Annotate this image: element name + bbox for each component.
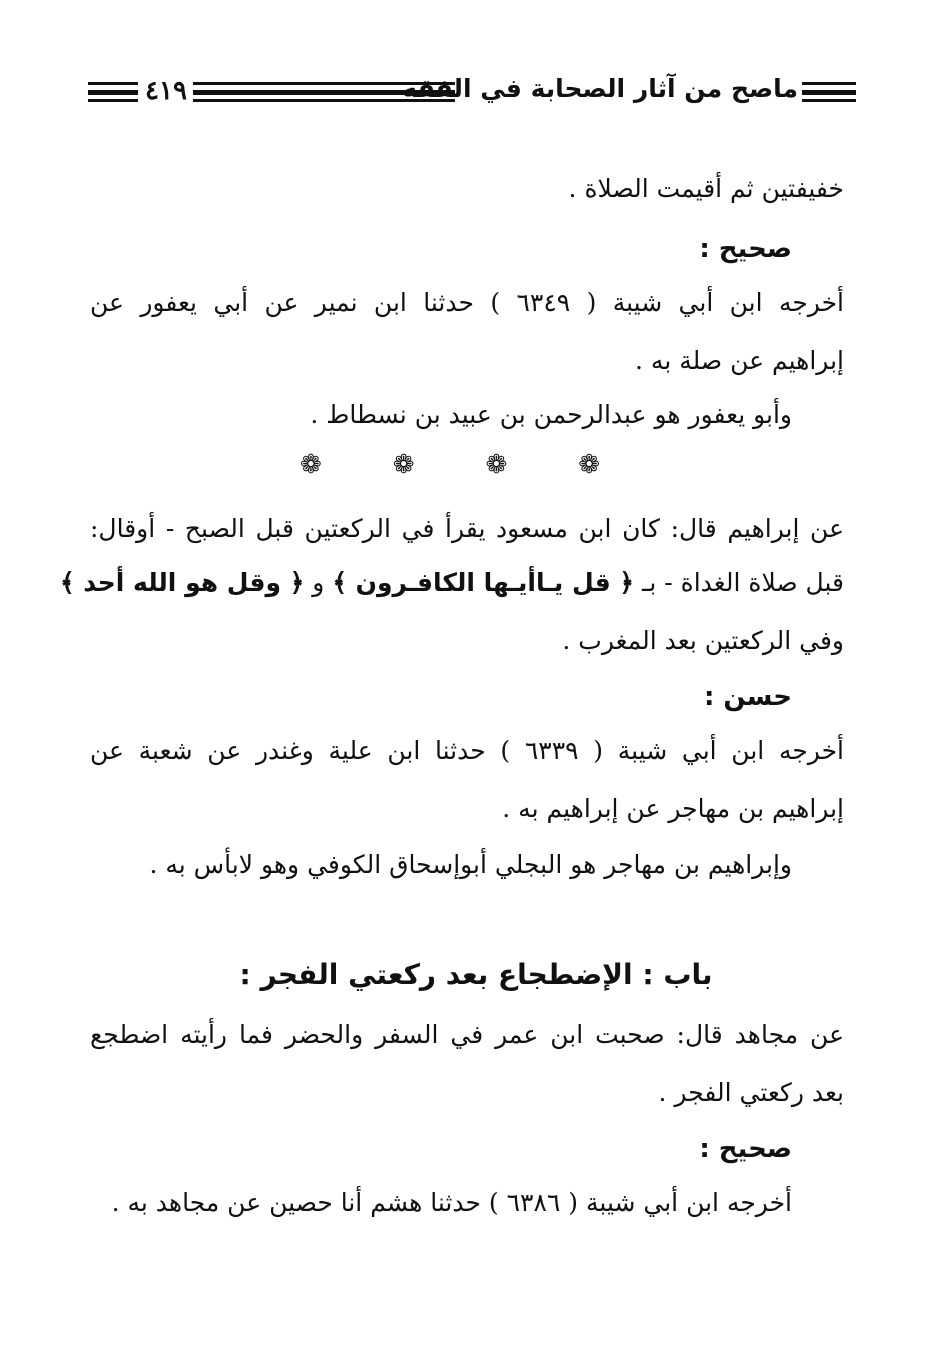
section-separator (300, 450, 600, 480)
page-header (88, 70, 856, 114)
text-line: أخرجه ابن أبي شيبة ( ٦٣٨٦ ) حدثنا هشم أنا حصين عن مجاهد به . (111, 1188, 792, 1217)
running-title: ماصح من آثار الصحابة في الفقه (402, 74, 798, 103)
text-line: أخرجه ابن أبي شيبة ( ٦٣٤٩ ) حدثنا ابن نمير عن أبي يعفور عن (90, 288, 845, 317)
grade-label: صحيح : (699, 1134, 792, 1164)
text-line: إبراهيم عن صلة به . (635, 346, 844, 375)
text-line: إبراهيم بن مهاجر عن إبراهيم به . (502, 794, 844, 823)
header-rule-right (802, 80, 856, 104)
star-ornament-icon: ❁ (578, 450, 600, 480)
text-line: عن إبراهيم قال: كان ابن مسعود يقرأ في الركعتين قبل الصبح - أوقال: (90, 514, 844, 543)
chapter-title: باب : الإضطجاع بعد ركعتي الفجر : (239, 958, 713, 991)
header-rule-left (88, 80, 138, 104)
text-line: عن مجاهد قال: صحبت ابن عمر في السفر والحضر فما رأيته اضطجع (90, 1020, 844, 1049)
text-line: وأبو يعفور هو عبدالرحمن بن عبيد بن نسطاط . (310, 400, 792, 429)
text-segment: قبل صلاة الغداة - بـ (634, 568, 844, 597)
quran-quote: ﴿ وقل هو الله أحد ﴾ (59, 568, 305, 597)
quran-quote: ﴿ قل يـاأيـها الكافـرون ﴾ (332, 568, 635, 597)
text-line: وفي الركعتين بعد المغرب . (562, 626, 844, 655)
text-line: أخرجه ابن أبي شيبة ( ٦٣٣٩ ) حدثنا ابن علية وغندر عن شعبة عن (90, 736, 844, 765)
text-line-with-quran (59, 566, 844, 600)
grade-label: صحيح : (699, 234, 792, 264)
text-line: بعد ركعتي الفجر . (658, 1078, 844, 1107)
star-ornament-icon: ❁ (392, 450, 415, 480)
text-line: خفيفتين ثم أقيمت الصلاة . (568, 174, 844, 203)
page-number: ٤١٩ (145, 76, 187, 106)
text-segment: و (304, 568, 333, 597)
text-line: وإبراهيم بن مهاجر هو البجلي أبوإسحاق الكوفي وهو لابأس به . (149, 850, 792, 879)
grade-label: حسن : (703, 682, 792, 712)
star-ornament-icon: ❁ (300, 450, 322, 480)
star-ornament-icon: ❁ (485, 450, 508, 480)
